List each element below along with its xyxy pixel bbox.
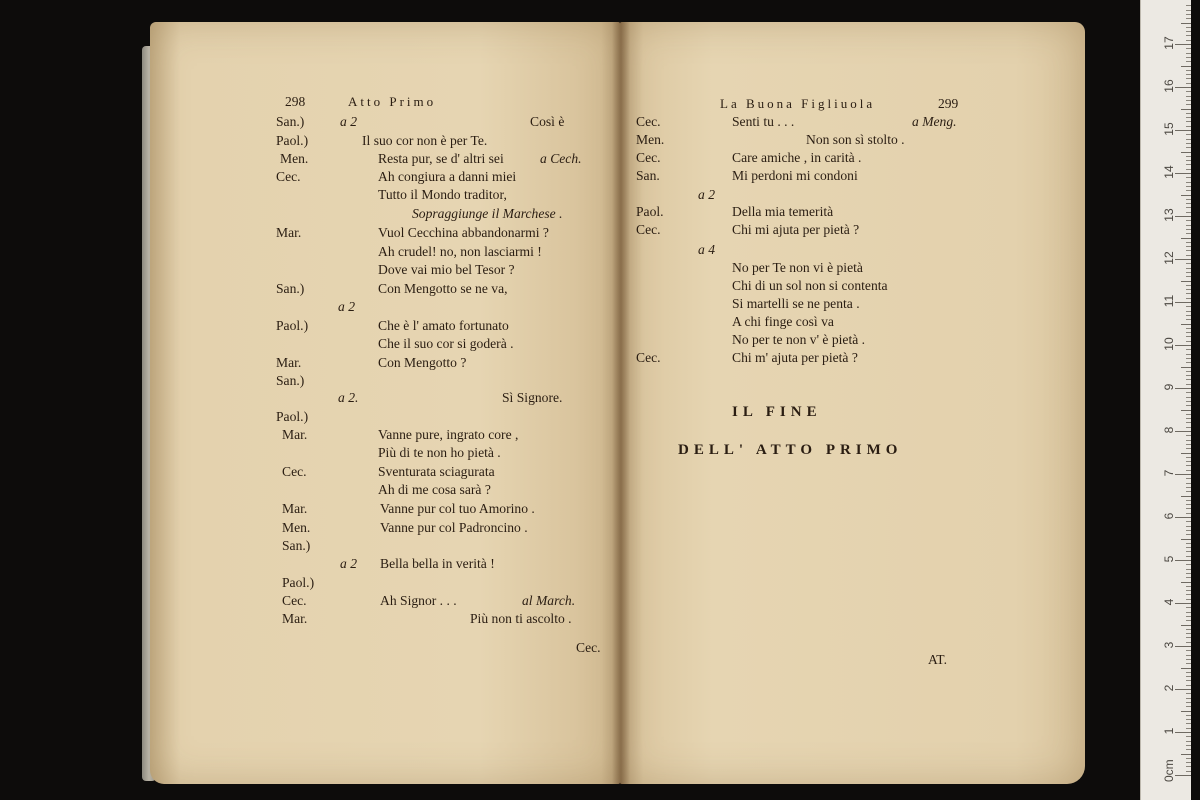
- ruler-tick: [1186, 672, 1191, 673]
- ruler-tick: [1186, 547, 1191, 548]
- ruler-tick: [1186, 126, 1191, 127]
- ruler-tick: [1181, 367, 1191, 368]
- ruler-tick: [1186, 203, 1191, 204]
- ruler-tick: [1181, 754, 1191, 755]
- ruler-tick: [1175, 431, 1191, 432]
- ruler-tick: [1181, 152, 1191, 153]
- verse-line: Resta pur, se d' altri sei: [378, 151, 504, 166]
- verse-line: Con Mengotto se ne va,: [378, 281, 508, 296]
- ruler-tick: [1186, 491, 1191, 492]
- ruler-tick: [1186, 242, 1191, 243]
- ruler-tick: [1186, 444, 1191, 445]
- ruler-tick: [1186, 414, 1191, 415]
- ruler-tick: [1175, 44, 1191, 45]
- ruler-tick: [1186, 379, 1191, 380]
- ruler-tick: [1175, 345, 1191, 346]
- ruler-tick: [1186, 465, 1191, 466]
- ruler-tick: [1186, 440, 1191, 441]
- left-page-number: 298: [285, 94, 306, 109]
- ruler-tick: [1186, 336, 1191, 337]
- ruler-tick: [1186, 526, 1191, 527]
- stage-direction: Sopraggiunge il Marchese .: [412, 206, 563, 221]
- ruler-tick: [1186, 698, 1191, 699]
- verse-line: Sventurata sciagurata: [378, 464, 495, 479]
- ruler-tick: [1186, 250, 1191, 251]
- ruler-tick: [1186, 100, 1191, 101]
- ruler-tick: [1186, 435, 1191, 436]
- ruler-tick: [1186, 470, 1191, 471]
- speaker-label: San.): [282, 538, 311, 553]
- verse-line: Ah Signor . . .: [380, 593, 457, 608]
- ruler-tick: [1186, 229, 1191, 230]
- ruler-tick: [1186, 530, 1191, 531]
- ruler-tick: [1186, 551, 1191, 552]
- ruler-tick: [1186, 199, 1191, 200]
- ruler-tick: [1181, 625, 1191, 626]
- stage-direction: al March.: [522, 593, 576, 608]
- ruler-tick: [1186, 74, 1191, 75]
- ruler-tick: [1175, 474, 1191, 475]
- speaker-label: San.): [276, 114, 305, 129]
- ruler-tick: [1175, 646, 1191, 647]
- verse-line: Più non ti ascolto .: [470, 611, 572, 626]
- ruler-tick: [1186, 513, 1191, 514]
- ruler-tick: [1186, 57, 1191, 58]
- ruler-tick: [1175, 302, 1191, 303]
- ruler-tick: [1186, 594, 1191, 595]
- ruler-tick: [1186, 569, 1191, 570]
- ruler-tick: [1186, 113, 1191, 114]
- ruler-tick: [1175, 87, 1191, 88]
- ruler-tick: [1186, 766, 1191, 767]
- ruler-tick: [1186, 212, 1191, 213]
- ruler-tick: [1186, 483, 1191, 484]
- ruler-tick: [1186, 31, 1191, 32]
- left-page: [150, 22, 620, 784]
- verse-line: Senti tu . . .: [732, 114, 795, 129]
- ruler-tick: [1186, 685, 1191, 686]
- stage-direction: a 2: [340, 114, 357, 129]
- ruler-tick: [1186, 354, 1191, 355]
- speaker-label: Cec.: [282, 464, 307, 479]
- end-subtitle: DELL' ATTO PRIMO: [678, 442, 903, 458]
- stage-direction: a 2: [698, 187, 715, 202]
- ruler-tick: [1181, 109, 1191, 110]
- speaker-label: Cec.: [636, 222, 661, 237]
- ruler-label: 10: [1162, 337, 1176, 351]
- ruler-tick: [1186, 500, 1191, 501]
- speaker-label: Men.: [282, 520, 311, 535]
- end-title: IL FINE: [732, 404, 822, 420]
- ruler-tick: [1186, 319, 1191, 320]
- ruler-tick: [1175, 732, 1191, 733]
- ruler-tick: [1186, 633, 1191, 634]
- left-running-head: Atto Primo: [348, 94, 437, 109]
- ruler-label: 11: [1162, 294, 1176, 308]
- ruler-tick: [1186, 405, 1191, 406]
- ruler-tick: [1186, 96, 1191, 97]
- verse-line: Ah congiura a danni miei: [378, 169, 517, 184]
- ruler-tick: [1186, 177, 1191, 178]
- verse-line: A chi finge così va: [732, 314, 834, 329]
- ruler-tick: [1181, 23, 1191, 24]
- ruler-tick: [1186, 637, 1191, 638]
- ruler-tick: [1181, 539, 1191, 540]
- ruler-tick: [1186, 719, 1191, 720]
- ruler-tick: [1186, 78, 1191, 79]
- ruler-tick: [1186, 504, 1191, 505]
- ruler-label: 0cm: [1162, 759, 1176, 782]
- ruler-tick: [1181, 195, 1191, 196]
- ruler-tick: [1186, 83, 1191, 84]
- ruler-tick: [1186, 564, 1191, 565]
- verse-line: No per te non v' è pietà .: [732, 332, 866, 347]
- ruler-tick: [1186, 702, 1191, 703]
- ruler-tick: [1186, 289, 1191, 290]
- stage-direction: a 2: [340, 556, 357, 571]
- ruler-tick: [1186, 139, 1191, 140]
- ruler-tick: [1186, 371, 1191, 372]
- ruler-label: 7: [1162, 469, 1176, 477]
- ruler-tick: [1186, 612, 1191, 613]
- ruler-tick: [1186, 14, 1191, 15]
- ruler-tick: [1186, 448, 1191, 449]
- verse-line: Vanne pur col Padroncino .: [380, 520, 528, 535]
- ruler-tick: [1186, 285, 1191, 286]
- speaker-label: Paol.): [276, 409, 309, 424]
- stage-direction: a Meng.: [912, 114, 957, 129]
- stage-direction: a 2.: [338, 390, 359, 405]
- stage-direction: a 2: [338, 299, 355, 314]
- verse-line: Più di te non ho pietà .: [378, 445, 501, 460]
- ruler-tick: [1186, 143, 1191, 144]
- ruler-tick: [1186, 104, 1191, 105]
- verse-line: Si martelli se ne penta .: [732, 296, 860, 311]
- verse-line: Chi mi ajuta per pietà ?: [732, 222, 860, 237]
- ruler-tick: [1186, 620, 1191, 621]
- speaker-label: Mar.: [276, 225, 302, 240]
- ruler-tick: [1186, 315, 1191, 316]
- verse-line: Dove vai mio bel Tesor ?: [378, 262, 515, 277]
- speaker-label: Cec.: [276, 169, 301, 184]
- ruler-tick: [1186, 263, 1191, 264]
- ruler-tick: [1186, 147, 1191, 148]
- ruler-tick: [1181, 711, 1191, 712]
- ruler-tick: [1186, 599, 1191, 600]
- ruler-tick: [1186, 650, 1191, 651]
- ruler-tick: [1186, 521, 1191, 522]
- ruler-tick: [1175, 689, 1191, 690]
- ruler-tick: [1175, 173, 1191, 174]
- ruler-tick: [1186, 220, 1191, 221]
- stage-direction: a 4: [698, 242, 715, 257]
- ruler-tick: [1186, 642, 1191, 643]
- ruler-label: 4: [1162, 598, 1176, 606]
- ruler-tick: [1175, 517, 1191, 518]
- ruler-tick: [1186, 629, 1191, 630]
- ruler-tick: [1175, 216, 1191, 217]
- speaker-label: Men.: [636, 132, 665, 147]
- ruler-tick: [1181, 281, 1191, 282]
- speaker-label: Paol.): [276, 318, 309, 333]
- ruler-tick: [1186, 397, 1191, 398]
- ruler-tick: [1181, 238, 1191, 239]
- right-running-head: La Buona Figliuola: [720, 96, 876, 111]
- ruler-tick: [1186, 715, 1191, 716]
- ruler-tick: [1186, 117, 1191, 118]
- ruler-tick: [1186, 534, 1191, 535]
- verse-line: Della mia temerità: [732, 204, 834, 219]
- ruler-tick: [1186, 762, 1191, 763]
- book-gutter: [612, 22, 630, 784]
- ruler-tick: [1186, 156, 1191, 157]
- ruler-tick: [1186, 577, 1191, 578]
- ruler-tick: [1186, 134, 1191, 135]
- right-catchword: AT.: [928, 652, 948, 667]
- stage-direction: a Cech.: [540, 151, 582, 166]
- ruler-tick: [1186, 169, 1191, 170]
- ruler-tick: [1186, 293, 1191, 294]
- ruler-tick: [1186, 358, 1191, 359]
- ruler-tick: [1186, 207, 1191, 208]
- speaker-label: Cec.: [282, 593, 307, 608]
- speaker-label: Cec.: [636, 150, 661, 165]
- speaker-label: San.: [636, 168, 660, 183]
- ruler-tick: [1186, 298, 1191, 299]
- ruler-tick: [1186, 255, 1191, 256]
- ruler-tick: [1175, 560, 1191, 561]
- ruler-tick: [1186, 427, 1191, 428]
- ruler-tick: [1186, 91, 1191, 92]
- left-catchword: Cec.: [576, 640, 601, 655]
- speaker-label: Men.: [280, 151, 309, 166]
- ruler-tick: [1186, 5, 1191, 6]
- ruler-tick: [1186, 328, 1191, 329]
- ruler-tick: [1186, 392, 1191, 393]
- ruler-tick: [1186, 306, 1191, 307]
- verse-line: Bella bella in verità !: [380, 556, 495, 571]
- verse-line: Il suo cor non è per Te.: [362, 133, 488, 148]
- speaker-label: Paol.: [636, 204, 664, 219]
- ruler-tick: [1186, 70, 1191, 71]
- ruler-tick: [1175, 775, 1191, 776]
- ruler-tick: [1186, 341, 1191, 342]
- ruler-tick: [1186, 693, 1191, 694]
- ruler-tick: [1181, 496, 1191, 497]
- ruler-tick: [1181, 410, 1191, 411]
- speaker-label: Paol.): [282, 575, 315, 590]
- speaker-label: San.): [276, 281, 305, 296]
- verse-line: Con Mengotto ?: [378, 355, 467, 370]
- verse-line: Vanne pure, ingrato core ,: [378, 427, 519, 442]
- verse-line: Così è: [530, 114, 565, 129]
- ruler-tick: [1186, 18, 1191, 19]
- ruler-tick: [1186, 276, 1191, 277]
- ruler-label: 1: [1162, 727, 1176, 735]
- ruler-tick: [1186, 556, 1191, 557]
- ruler-tick: [1186, 745, 1191, 746]
- ruler-tick: [1186, 233, 1191, 234]
- ruler-tick: [1186, 543, 1191, 544]
- ruler-tick: [1175, 130, 1191, 131]
- measuring-ruler: [1140, 0, 1191, 800]
- verse-line: No per Te non vi è pietà: [732, 260, 863, 275]
- ruler-tick: [1186, 384, 1191, 385]
- ruler-tick: [1186, 246, 1191, 247]
- ruler-tick: [1186, 332, 1191, 333]
- verse-line: Vanne pur col tuo Amorino .: [380, 501, 535, 516]
- ruler-tick: [1186, 182, 1191, 183]
- ruler-tick: [1186, 508, 1191, 509]
- ruler-tick: [1186, 349, 1191, 350]
- ruler-tick: [1186, 186, 1191, 187]
- ruler-tick: [1186, 771, 1191, 772]
- speaker-label: Mar.: [282, 611, 308, 626]
- ruler-tick: [1175, 603, 1191, 604]
- ruler-tick: [1175, 259, 1191, 260]
- ruler-tick: [1186, 706, 1191, 707]
- verse-line: Ah crudel! no, non lasciarmi !: [378, 244, 542, 259]
- ruler-tick: [1186, 749, 1191, 750]
- ruler-label: 8: [1162, 426, 1176, 434]
- ruler-tick: [1186, 401, 1191, 402]
- ruler-tick: [1186, 27, 1191, 28]
- ruler-tick: [1186, 728, 1191, 729]
- ruler-tick: [1186, 659, 1191, 660]
- ruler-label: 5: [1162, 555, 1176, 563]
- ruler-tick: [1186, 607, 1191, 608]
- ruler-tick: [1186, 457, 1191, 458]
- ruler-tick: [1181, 324, 1191, 325]
- ruler-tick: [1186, 121, 1191, 122]
- verse-line: Che il suo cor si goderà .: [378, 336, 514, 351]
- ruler-tick: [1181, 582, 1191, 583]
- speaker-label: Mar.: [282, 501, 308, 516]
- ruler-tick: [1186, 616, 1191, 617]
- right-page-number: 299: [938, 96, 959, 111]
- verse-line: Chi di un sol non si contenta: [732, 278, 888, 293]
- ruler-tick: [1186, 586, 1191, 587]
- speaker-label: Mar.: [282, 427, 308, 442]
- verse-line: Tutto il Mondo traditor,: [378, 187, 507, 202]
- open-book: [150, 22, 1085, 784]
- ruler-tick: [1186, 160, 1191, 161]
- ruler-tick: [1175, 388, 1191, 389]
- ruler-tick: [1186, 311, 1191, 312]
- ruler-tick: [1186, 40, 1191, 41]
- ruler-tick: [1186, 655, 1191, 656]
- ruler-label: 3: [1162, 641, 1176, 649]
- ruler-tick: [1186, 48, 1191, 49]
- ruler-tick: [1186, 573, 1191, 574]
- ruler-tick: [1186, 487, 1191, 488]
- ruler-tick: [1186, 590, 1191, 591]
- ruler-tick: [1186, 478, 1191, 479]
- verse-line: Non son sì stolto .: [806, 132, 905, 147]
- speaker-label: Mar.: [276, 355, 302, 370]
- verse-line: Vuol Cecchina abbandonarmi ?: [378, 225, 549, 240]
- ruler-label: 17: [1162, 36, 1176, 50]
- ruler-tick: [1181, 453, 1191, 454]
- speaker-label: San.): [276, 373, 305, 388]
- speaker-label: Cec.: [636, 114, 661, 129]
- verse-line: Mi perdoni mi condoni: [732, 168, 858, 183]
- ruler-tick: [1186, 190, 1191, 191]
- ruler-tick: [1186, 741, 1191, 742]
- ruler-label: 13: [1162, 208, 1176, 222]
- ruler-tick: [1186, 164, 1191, 165]
- ruler-tick: [1186, 418, 1191, 419]
- ruler-label: 9: [1162, 383, 1176, 391]
- ruler-tick: [1181, 668, 1191, 669]
- ruler-tick: [1186, 268, 1191, 269]
- verse-line: Ah di me cosa sarà ?: [378, 482, 491, 497]
- verse-line: Sì Signore.: [502, 390, 563, 405]
- verse-line: Che è l' amato fortunato: [378, 318, 509, 333]
- ruler-label: 6: [1162, 512, 1176, 520]
- speaker-label: Paol.): [276, 133, 309, 148]
- ruler-tick: [1186, 10, 1191, 11]
- ruler-tick: [1186, 272, 1191, 273]
- verse-line: Chi m' ajuta per pietà ?: [732, 350, 858, 365]
- ruler-tick: [1186, 736, 1191, 737]
- ruler-tick: [1186, 461, 1191, 462]
- ruler-tick: [1186, 61, 1191, 62]
- ruler-tick: [1186, 422, 1191, 423]
- ruler-tick: [1186, 676, 1191, 677]
- ruler-tick: [1186, 225, 1191, 226]
- ruler-tick: [1186, 680, 1191, 681]
- ruler-tick: [1186, 362, 1191, 363]
- speaker-label: Cec.: [636, 350, 661, 365]
- ruler-tick: [1186, 375, 1191, 376]
- ruler-tick: [1181, 66, 1191, 67]
- ruler-label: 15: [1162, 122, 1176, 136]
- verse-line: Care amiche , in carità .: [732, 150, 862, 165]
- ruler-tick: [1186, 35, 1191, 36]
- ruler-label: 16: [1162, 79, 1176, 93]
- ruler-label: 14: [1162, 165, 1176, 179]
- right-page: [620, 22, 1085, 784]
- ruler-tick: [1186, 663, 1191, 664]
- ruler-label: 12: [1162, 251, 1176, 265]
- ruler-tick: [1186, 758, 1191, 759]
- ruler-tick: [1186, 723, 1191, 724]
- ruler-label: 2: [1162, 684, 1176, 692]
- ruler-tick: [1186, 53, 1191, 54]
